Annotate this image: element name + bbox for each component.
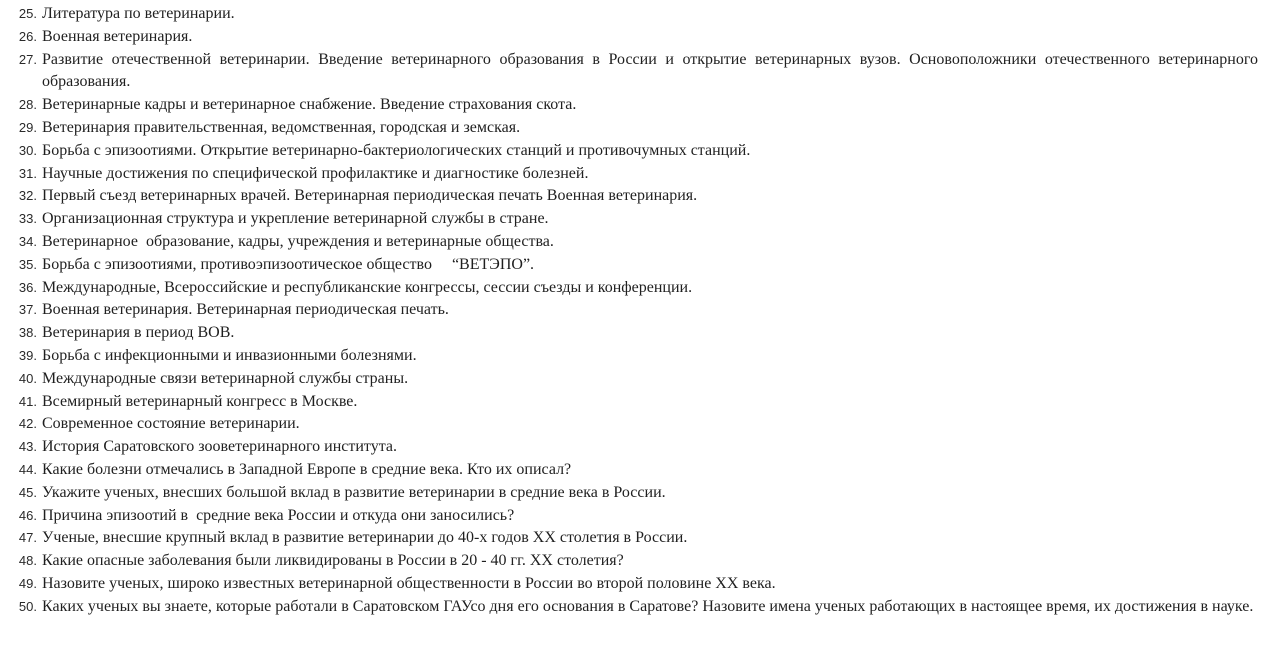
item-text: Борьба с инфекционными и инвазионными болезнями. <box>42 346 417 364</box>
item-text: Первый съезд ветеринарных врачей. Ветеринарная периодическая печать Военная ветеринария. <box>42 187 698 205</box>
list-item <box>0 26 1258 49</box>
item-number: 44. <box>18 461 37 477</box>
list-item <box>0 277 1258 300</box>
list-item <box>0 391 1258 414</box>
item-text: Борьба с эпизоотиями. Открытие ветеринарно-бактериологических станций и противочумных станций. <box>42 141 751 159</box>
list-item <box>0 208 1258 231</box>
item-text: Современное состояние ветеринарии. <box>42 415 300 433</box>
list-item <box>0 185 1258 208</box>
item-number: 25. <box>18 6 37 21</box>
item-text: Международные, Всероссийские и республиканские конгрессы, сессии съезды и конференции. <box>42 278 693 296</box>
item-number: 46. <box>18 507 37 523</box>
list-item <box>0 117 1258 140</box>
item-text: История Саратовского зооветеринарного института. <box>42 438 397 456</box>
item-text: Развитие отечественной ветеринарии. Введение ветеринарного образования в России и открытие ветеринарных вузов. Основоположники отечественного ветеринарного образования. <box>42 50 1258 91</box>
list-item <box>0 505 1258 528</box>
list-item <box>0 231 1258 254</box>
item-number: 27. <box>18 51 37 67</box>
list-item <box>0 596 1258 619</box>
list-item <box>0 550 1258 573</box>
item-number: 26. <box>18 28 37 44</box>
item-number: 35. <box>18 256 37 272</box>
list-item <box>0 140 1258 163</box>
item-number: 50. <box>18 598 37 614</box>
item-number: 30. <box>18 142 37 158</box>
list-item <box>0 94 1258 117</box>
item-text: Всемирный ветеринарный конгресс в Москве. <box>42 392 358 410</box>
item-text: Научные достижения по специфической профилактике и диагностике болезней. <box>42 164 589 182</box>
item-text: Каких ученых вы знаете, которые работали в Саратовском ГАУсо дня его основания в Саратове? Назовите имена ученых работающих в настоящее время, их достижения в науке. <box>42 597 1254 615</box>
question-list <box>0 3 1258 619</box>
item-number: 42. <box>18 416 37 432</box>
item-text: Какие болезни отмечались в Западной Европе в средние века. Кто их описал? <box>42 460 572 478</box>
item-number: 33. <box>18 211 37 227</box>
item-text: Военная ветеринария. Ветеринарная периодическая печать. <box>42 301 449 319</box>
item-number: 29. <box>18 119 37 135</box>
list-item <box>0 49 1258 95</box>
item-number: 31. <box>18 165 37 181</box>
item-number: 32. <box>18 188 37 204</box>
item-number: 34. <box>18 233 37 249</box>
list-item <box>0 299 1258 322</box>
list-item <box>0 368 1258 391</box>
item-text: Какие опасные заболевания были ликвидированы в России в 20 - 40 гг. XX столетия? <box>42 552 624 570</box>
item-text: Ветеринарное образование, кадры, учреждения и ветеринарные общества. <box>42 232 554 250</box>
list-item <box>0 3 1258 26</box>
item-number: 45. <box>18 484 37 500</box>
list-item <box>0 459 1258 482</box>
item-text: Укажите ученых, внесших большой вклад в развитие ветеринарии в средние века в России. <box>42 483 666 501</box>
item-number: 49. <box>18 575 37 591</box>
item-text: Причина эпизоотий в средние века России и откуда они заносились? <box>42 506 515 524</box>
list-item <box>0 527 1258 550</box>
item-text: Военная ветеринария. <box>42 27 193 45</box>
item-number: 48. <box>18 553 37 569</box>
list-item <box>0 163 1258 186</box>
item-number: 40. <box>18 370 37 386</box>
item-number: 36. <box>18 279 37 295</box>
list-item <box>0 482 1258 505</box>
list-item <box>0 413 1258 436</box>
item-text: Литература по ветеринарии. <box>42 5 235 22</box>
item-number: 43. <box>18 439 37 455</box>
item-number: 47. <box>18 530 37 546</box>
item-text: Организационная структура и укрепление ветеринарной службы в стране. <box>42 210 549 228</box>
list-item <box>0 345 1258 368</box>
item-text: Международные связи ветеринарной службы страны. <box>42 369 409 387</box>
list-item <box>0 436 1258 459</box>
item-text: Ветеринария в период ВОВ. <box>42 324 235 342</box>
item-number: 41. <box>18 393 37 409</box>
item-text: Ветеринария правительственная, ведомственная, городская и земская. <box>42 118 521 136</box>
item-text: Борьба с эпизоотиями, противоэпизоотическое общество “ВЕТЭПО”. <box>42 255 535 273</box>
list-item <box>0 254 1258 277</box>
list-item <box>0 322 1258 345</box>
item-text: Ветеринарные кадры и ветеринарное снабжение. Введение страхования скота. <box>42 96 577 114</box>
item-number: 37. <box>18 302 37 318</box>
list-item <box>0 573 1258 596</box>
item-text: Назовите ученых, широко известных ветеринарной общественности в России во второй половине XX века. <box>42 574 776 592</box>
item-text: Ученые, внесшие крупный вклад в развитие ветеринарии до 40-х годов XX столетия в России. <box>42 529 688 547</box>
item-number: 28. <box>18 97 37 113</box>
item-number: 38. <box>18 325 37 341</box>
item-number: 39. <box>18 347 37 363</box>
